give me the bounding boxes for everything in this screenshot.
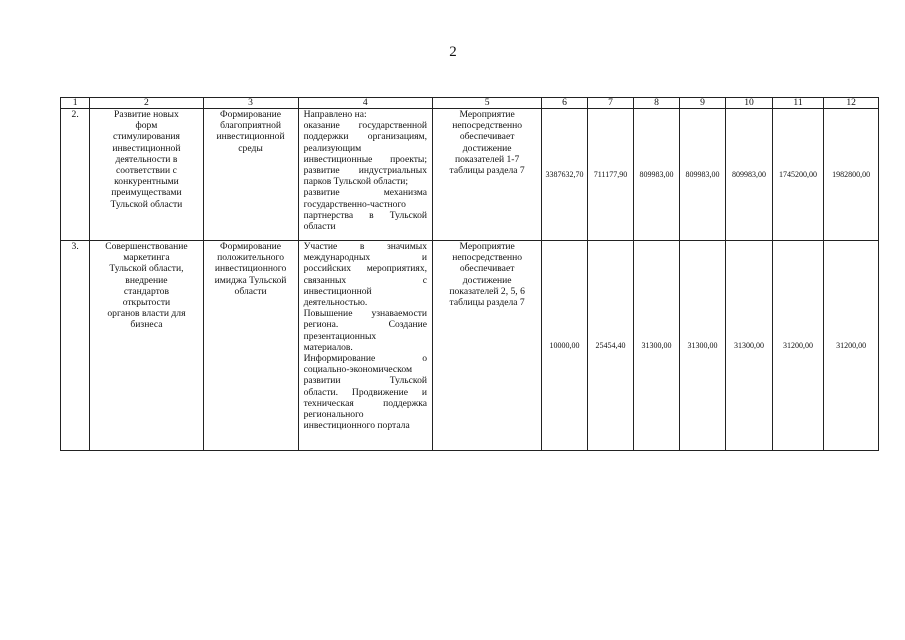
text-line: Формирование: [220, 241, 282, 252]
value-cell: 10000,00: [542, 241, 588, 451]
text-line: связанных с: [303, 274, 428, 286]
text-line: Совершенствование: [105, 241, 188, 252]
text-line: Повышение узнаваемости: [303, 308, 428, 320]
text-line: развитии Тульской: [303, 375, 428, 387]
header-cell: 3: [203, 98, 298, 109]
text-line: области. Продвижение и: [303, 386, 428, 398]
text-line: социально-экономическом: [303, 364, 413, 376]
text-line: региона. Создание: [303, 319, 428, 331]
text-line: Развитие новых: [114, 109, 179, 120]
text-line: непосредственно: [452, 120, 523, 132]
text-line: открытости: [122, 297, 171, 309]
header-cell: 8: [634, 98, 680, 109]
text-line: развитие индустриальных: [303, 165, 428, 177]
header-cell: 6: [542, 98, 588, 109]
header-row: [61, 98, 879, 109]
text-line: Тульской области,: [109, 263, 184, 275]
value-cell: 809983,00: [634, 109, 680, 241]
text-line: таблицы раздела 7: [449, 165, 525, 177]
value-cell: 31300,00: [726, 241, 773, 451]
text-line: техническая поддержка: [303, 397, 428, 409]
text-line: обеспечивает: [459, 131, 515, 143]
text-line: презентационных: [303, 330, 377, 342]
text-line: органов власти для: [107, 308, 186, 320]
text-line: Мероприятие: [459, 241, 515, 252]
text-line: Участие в значимых: [303, 241, 428, 252]
text-line: форм: [135, 120, 158, 132]
text-line: Мероприятие: [459, 109, 515, 120]
text-line: конкурентными: [114, 176, 179, 188]
value-cell: 1982800,00: [824, 109, 879, 241]
text-line: обеспечивает: [459, 263, 515, 275]
page-number: 2: [449, 44, 457, 60]
text-line: международных и: [303, 252, 428, 264]
header-cell: 1: [61, 98, 90, 109]
text-line: маркетинга: [123, 252, 170, 264]
text-line: благоприятной: [220, 120, 282, 132]
text-line: внедрение: [125, 274, 168, 286]
value-cell: 31200,00: [772, 241, 824, 451]
goal-cell: [203, 109, 298, 241]
header-cell: 9: [679, 98, 726, 109]
text-line: инвестиционной: [216, 131, 285, 143]
text-line: непосредственно: [452, 252, 523, 264]
table-row: [61, 109, 879, 241]
row-number: 2.: [61, 109, 90, 241]
text-line: деятельности в: [115, 153, 178, 165]
text-line: российских мероприятиях,: [303, 263, 428, 275]
measure-name-cell: [90, 241, 203, 451]
value-cell: 809983,00: [726, 109, 773, 241]
text-line: положительного: [217, 252, 285, 264]
text-line: государственно-частного: [303, 198, 406, 210]
header-cell: 12: [824, 98, 879, 109]
text-line: материалов.: [303, 341, 353, 353]
value-cell: 1745200,00: [772, 109, 824, 241]
text-line: достижение: [462, 274, 512, 286]
text-line: соответствии с: [115, 165, 177, 177]
measure-name-cell: [90, 109, 203, 241]
indicator-cell: [433, 109, 542, 241]
text-line: инвестиционного: [214, 263, 287, 275]
row-number: 3.: [61, 241, 90, 451]
description-cell: [298, 109, 432, 241]
text-line: среды: [238, 142, 263, 154]
value-cell: 711177,90: [587, 109, 634, 241]
text-line: оказание государственной: [303, 120, 428, 132]
text-line: бизнеса: [130, 319, 163, 331]
value-cell: 31200,00: [824, 241, 879, 451]
text-line: стимулирования: [112, 131, 180, 143]
value-cell: 25454,40: [587, 241, 634, 451]
text-line: инвестиционной: [112, 142, 181, 154]
text-line: деятельностью.: [303, 297, 368, 309]
value-cell: 809983,00: [679, 109, 726, 241]
text-line: инвестиционного портала: [303, 420, 410, 432]
header-cell: 10: [726, 98, 773, 109]
text-line: парков Тульской области;: [303, 176, 409, 188]
text-line: показателей 2, 5, 6: [449, 285, 525, 297]
text-line: области: [303, 221, 336, 233]
data-table: [60, 97, 879, 451]
text-line: стандартов: [123, 285, 170, 297]
header-cell: 4: [298, 98, 432, 109]
text-line: показателей 1-7: [454, 153, 520, 165]
table-row: [61, 241, 879, 451]
text-line: партнерства в Тульской: [303, 209, 428, 221]
header-cell: 11: [772, 98, 824, 109]
value-cell: 3387632,70: [542, 109, 588, 241]
header-cell: 7: [587, 98, 634, 109]
text-line: таблицы раздела 7: [449, 297, 525, 309]
text-line: достижение: [462, 142, 512, 154]
text-line: области: [234, 285, 267, 297]
text-line: Формирование: [220, 109, 282, 120]
header-cell: 5: [433, 98, 542, 109]
text-line: регионального: [303, 409, 364, 421]
text-line: преимуществами: [111, 187, 182, 199]
text-line: инвестиционной: [303, 285, 372, 297]
text-line: поддержки организациям,: [303, 131, 428, 143]
indicator-cell: [433, 241, 542, 451]
text-line: имиджа Тульской: [214, 274, 287, 286]
value-cell: 31300,00: [634, 241, 680, 451]
text-line: Направлено на:: [303, 109, 367, 120]
goal-cell: [203, 241, 298, 451]
text-line: реализующим: [303, 142, 362, 154]
value-cell: 31300,00: [679, 241, 726, 451]
header-cell: 2: [90, 98, 203, 109]
text-line: инвестиционные проекты;: [303, 153, 428, 165]
text-line: развитие механизма: [303, 187, 428, 199]
text-line: Информирование о: [303, 353, 428, 365]
description-cell: [298, 241, 432, 451]
text-line: Тульской области: [110, 198, 183, 210]
